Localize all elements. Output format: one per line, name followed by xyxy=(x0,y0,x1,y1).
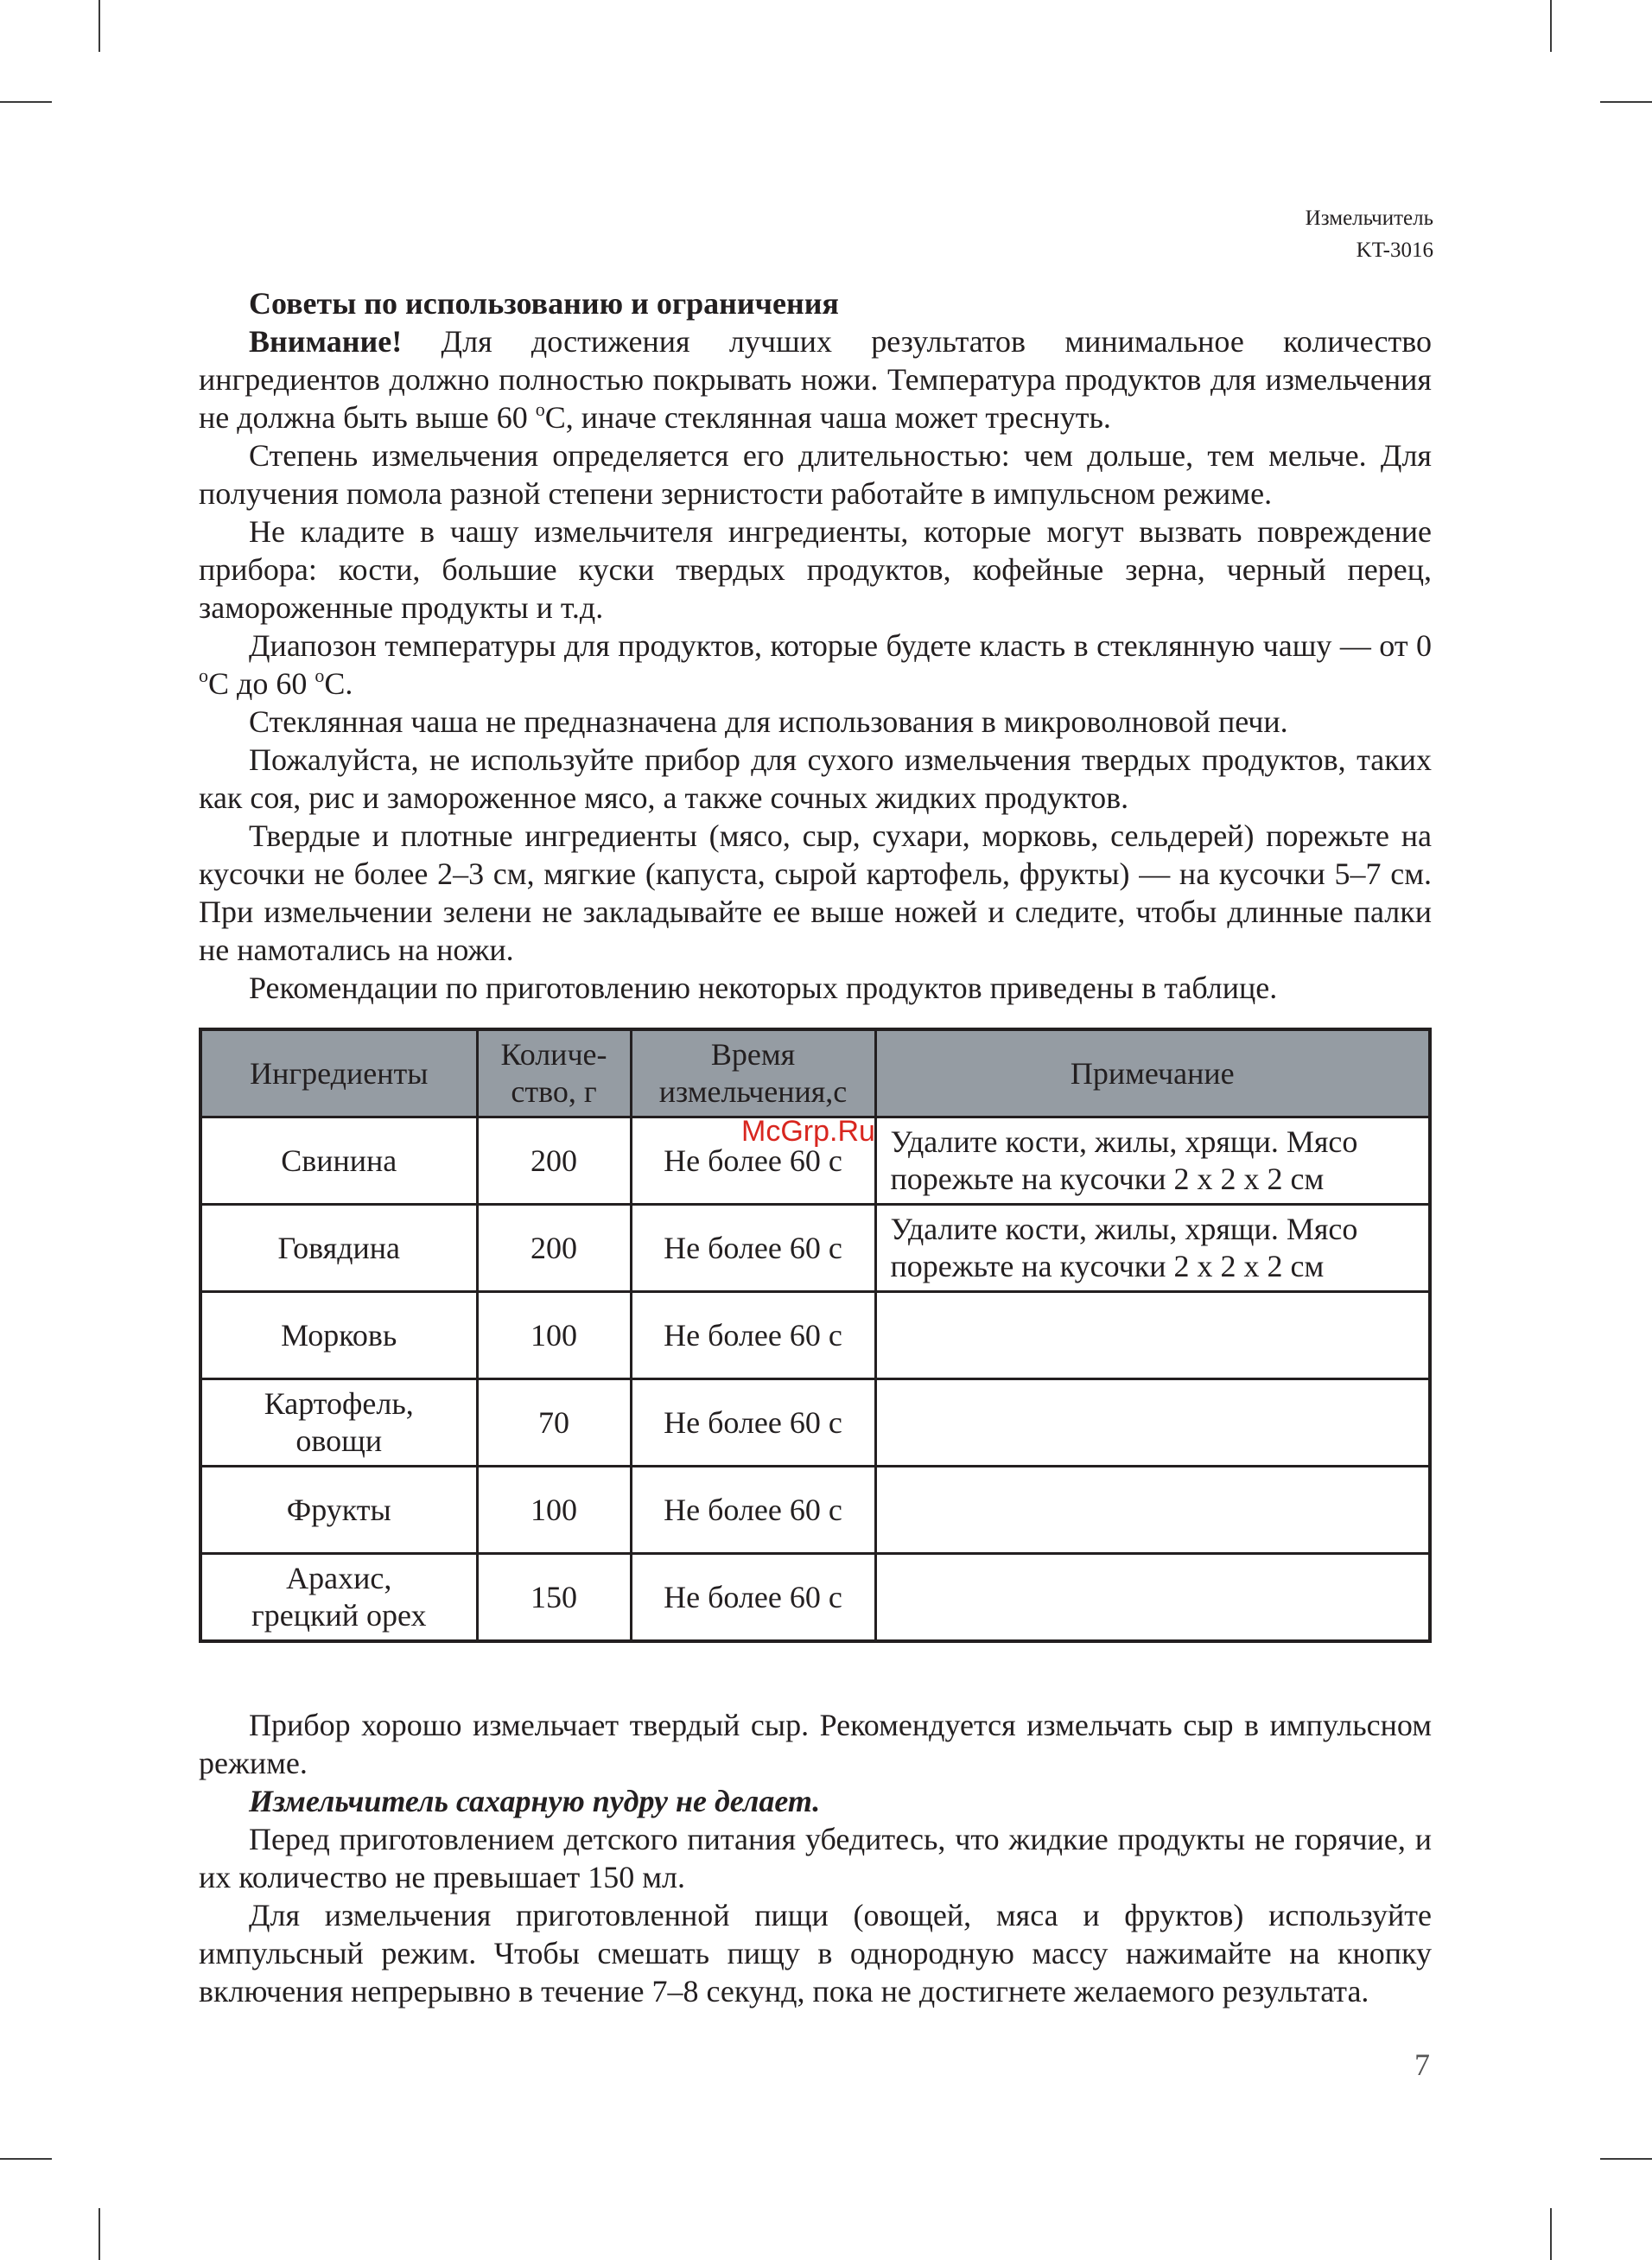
table-row xyxy=(200,1467,1430,1554)
paragraph-dry-grinding: Пожалуйста, не используйте прибор для сухого измельчения твердых продуктов, таких как соя, рис и замороженное мясо, а также сочных жидких продуктов. xyxy=(199,742,1432,815)
warning-paragraph: Внимание! Для достижения лучших результатов минимальное количество ингредиентов должно полностью покрывать ножи. Температура продуктов для измельчения не должна быть выше 60 $^о$С, иначе стеклянная чаша может треснуть. xyxy=(199,324,1432,435)
cell-time: Не более 60 с xyxy=(631,1205,875,1292)
paragraph-forbidden: Не кладите в чашу измельчителя ингредиенты, которые могут вызвать повреждение прибора: кости, большие куски твердых продуктов, кофейные зерна, черный перец, замороженные продукты и т.д. xyxy=(199,514,1432,625)
crop-mark-bottom-right xyxy=(1550,2208,1552,2260)
cell-ingredient: Говядина xyxy=(200,1205,477,1292)
paragraph-cutting: Твердые и плотные ингредиенты (мясо, сыр, сухари, морковь, сельдерей) порежьте на кусочки не более 2–3 см, мягкие (капуста, сырой картофель, фрукты) — на кусочки 5–7 см. При измельчении зелени не закладывайте ее выше ножей и следите, чтобы длинные палки не намотались на ножи. xyxy=(199,818,1432,967)
table-row xyxy=(200,1292,1430,1379)
degree-sign: о xyxy=(315,665,325,686)
paragraph-baby-food: Перед приготовлением детского питания убедитесь, что жидкие продукты не горячие, и их количество не превышает 150 мл. xyxy=(199,1822,1432,1894)
paragraph-cheese: Прибор хорошо измельчает твердый сыр. Рекомендуется измельчать сыр в импульсном режиме. xyxy=(199,1708,1432,1780)
cell-quantity: 100 xyxy=(477,1467,631,1554)
cell-quantity: 100 xyxy=(477,1292,631,1379)
warning-label: Внимание! xyxy=(249,324,403,359)
crop-mark-left-bottom xyxy=(0,2158,52,2160)
paragraph-temperature-range: Диапозон температуры для продуктов, которые будете класть в стеклянную чашу — от 0 $^о$С до 60 $^о$С. xyxy=(199,628,1432,701)
paragraph-microwave: Стеклянная чаша не предназначена для использования в микроволновой печи. xyxy=(249,704,1288,739)
header-ingredients: Ингредиенты xyxy=(200,1029,477,1117)
after-table-section xyxy=(199,1706,1432,2010)
crop-mark-bottom-left xyxy=(98,2208,100,2260)
cell-note: Удалите кости, жилы, хрящи. Мясо порежьте на кусочки 2 х 2 х 2 см xyxy=(875,1205,1430,1292)
cell-note xyxy=(875,1467,1430,1554)
paragraph-pulse-mode: Для измельчения приготовленной пищи (овощей, мяса и фруктов) используйте импульсный режим. Чтобы смешать пищу в однородную массу нажимайте на кнопку включения непрерывно в течение 7–8 секунд, пока не достигнете желаемого результата. xyxy=(199,1898,1432,2009)
usage-tips-section xyxy=(199,284,1432,1007)
cell-time: Не более 60 с xyxy=(631,1554,875,1642)
paragraph-degree: Степень измельчения определяется его длительностью: чем дольше, тем мельче. Для получения помола разной степени зернистости работайте в импульсном режиме. xyxy=(199,438,1432,511)
cell-note xyxy=(875,1292,1430,1379)
cell-note xyxy=(875,1379,1430,1467)
crop-mark-right-bottom xyxy=(1600,2158,1652,2160)
crop-mark-top-right xyxy=(1550,0,1552,52)
paragraph-table-intro: Рекомендации по приготовлению некоторых продуктов приведены в таблице. xyxy=(249,971,1278,1005)
paragraph-no-sugar: Измельчитель сахарную пудру не делает. xyxy=(249,1784,821,1818)
table-row xyxy=(200,1205,1430,1292)
cell-ingredient: Свинина xyxy=(200,1117,477,1205)
page-number: 7 xyxy=(1414,2047,1430,2082)
cell-ingredient: Фрукты xyxy=(200,1467,477,1554)
cell-note: Удалите кости, жилы, хрящи. Мясо порежьте на кусочки 2 х 2 х 2 см xyxy=(875,1117,1430,1205)
table-row xyxy=(200,1554,1430,1642)
crop-mark-right-top xyxy=(1600,101,1652,103)
cell-time: Не более 60 с xyxy=(631,1117,875,1205)
degree-sign: о xyxy=(535,398,545,420)
cell-quantity: 70 xyxy=(477,1379,631,1467)
running-header xyxy=(1306,202,1433,266)
header-product: Измельчитель xyxy=(1305,207,1433,230)
cell-ingredient: Арахис, грецкий орех xyxy=(200,1554,477,1642)
cell-ingredient: Картофель, овощи xyxy=(200,1379,477,1467)
cell-note xyxy=(875,1554,1430,1642)
header-time: Время измельчения,с xyxy=(631,1029,875,1117)
cell-ingredient: Морковь xyxy=(200,1292,477,1379)
table-row xyxy=(200,1379,1430,1467)
cell-quantity: 200 xyxy=(477,1117,631,1205)
header-note: Примечание xyxy=(875,1029,1430,1117)
cell-quantity: 150 xyxy=(477,1554,631,1642)
section-title: Советы по использованию и ограничения xyxy=(249,286,839,321)
cell-time: Не более 60 с xyxy=(631,1292,875,1379)
table-header-row xyxy=(200,1029,1430,1117)
watermark[interactable]: McGrp.Ru xyxy=(741,1115,875,1148)
header-quantity: Количе- ство, г xyxy=(477,1029,631,1117)
cell-time: Не более 60 с xyxy=(631,1467,875,1554)
header-model: KT-3016 xyxy=(1356,239,1433,262)
cell-quantity: 200 xyxy=(477,1205,631,1292)
cell-time: Не более 60 с xyxy=(631,1379,875,1467)
crop-mark-top-left xyxy=(98,0,100,52)
crop-mark-left-top xyxy=(0,101,52,103)
degree-sign: о xyxy=(199,665,208,686)
